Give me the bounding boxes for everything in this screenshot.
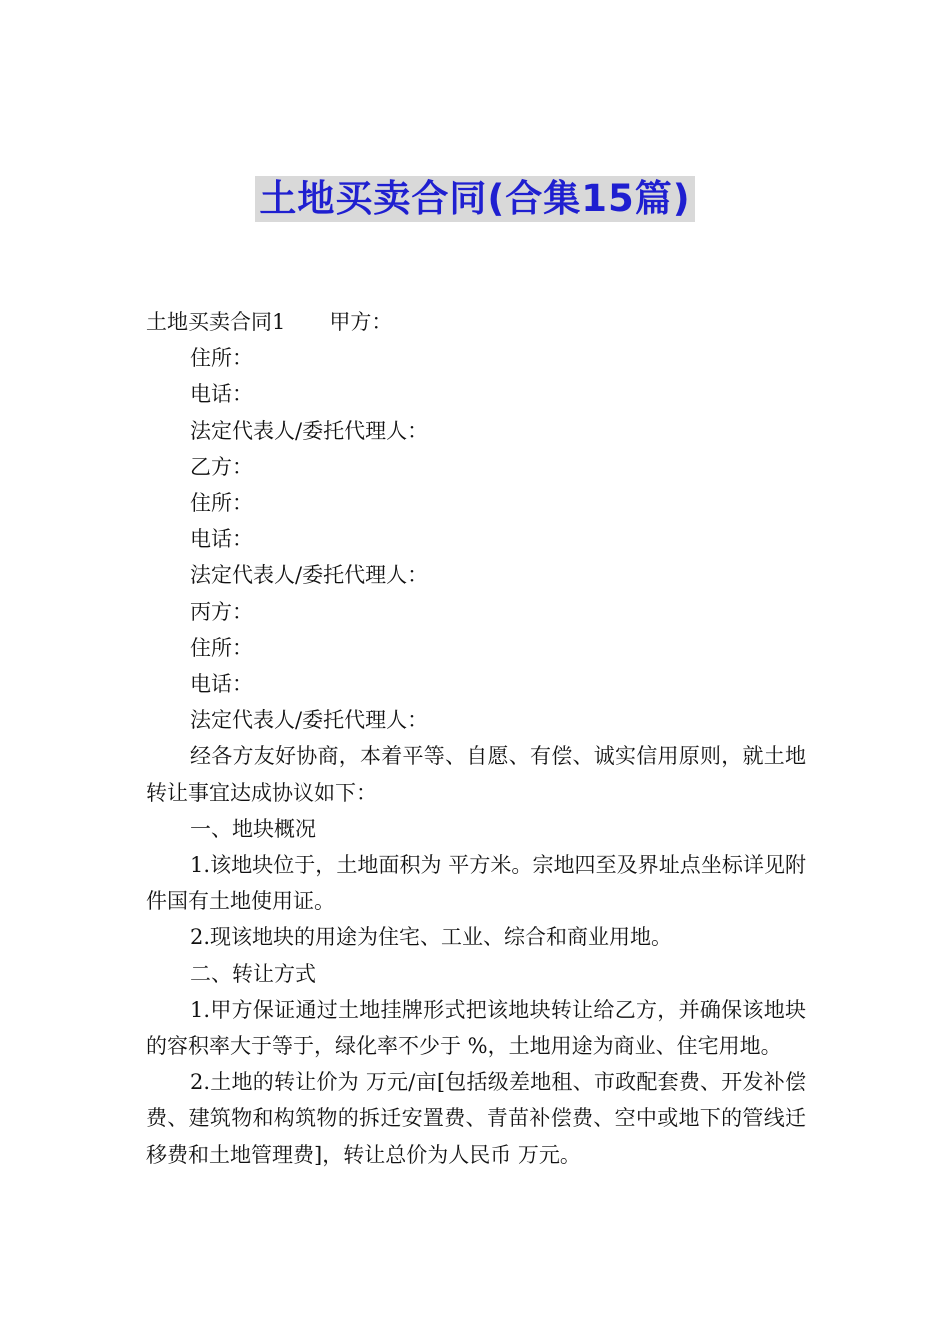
paragraph: 法定代表人/委托代理人： xyxy=(190,563,429,588)
paragraph: 2.现该地块的用途为住宅、工业、综合和商业用地。 xyxy=(190,925,673,950)
paragraph: 2.土地的转让价为 万元/亩[包括级差地租、市政配套费、开发补偿费、建筑物和构筑物的拆迁安置费、青苗补偿费、空中或地下的管线迁移费和土地管理费]，转让总价为人民币 万元。 xyxy=(146,1070,806,1167)
paragraph: 电话： xyxy=(190,382,253,407)
paragraph: 电话： xyxy=(190,527,253,552)
paragraph: 住所： xyxy=(190,346,253,371)
paragraph: 法定代表人/委托代理人： xyxy=(190,708,429,733)
paragraph: 丙方： xyxy=(190,599,253,624)
title-container xyxy=(0,176,950,222)
paragraph: 经各方友好协商，本着平等、自愿、有偿、诚实信用原则，就土地转让事宜达成协议如下： xyxy=(146,744,806,805)
contract-number-label: 土地买卖合同1 xyxy=(146,310,286,334)
paragraph: 1.该地块位于，土地面积为 平方米。宗地四至及界址点坐标详见附件国有土地使用证。 xyxy=(146,853,806,914)
document-body xyxy=(146,304,806,1173)
party-a-label: 甲方： xyxy=(329,310,393,334)
paragraph: 1.甲方保证通过土地挂牌形式把该地块转让给乙方，并确保该地块的容积率大于等于，绿化率不少于 %，土地用途为商业、住宅用地。 xyxy=(146,997,806,1059)
paragraph: 电话： xyxy=(190,672,253,697)
section-heading: 一、地块概况 xyxy=(190,816,316,841)
paragraph: 法定代表人/委托代理人： xyxy=(190,418,429,443)
paragraph: 住所： xyxy=(190,635,253,660)
paragraph: 住所： xyxy=(190,491,253,516)
section-heading: 二、转让方式 xyxy=(190,961,316,986)
paragraph: 乙方： xyxy=(190,454,253,479)
document-title: 土地买卖合同(合集15篇) xyxy=(255,176,694,222)
paragraph-heading-line xyxy=(146,304,806,340)
